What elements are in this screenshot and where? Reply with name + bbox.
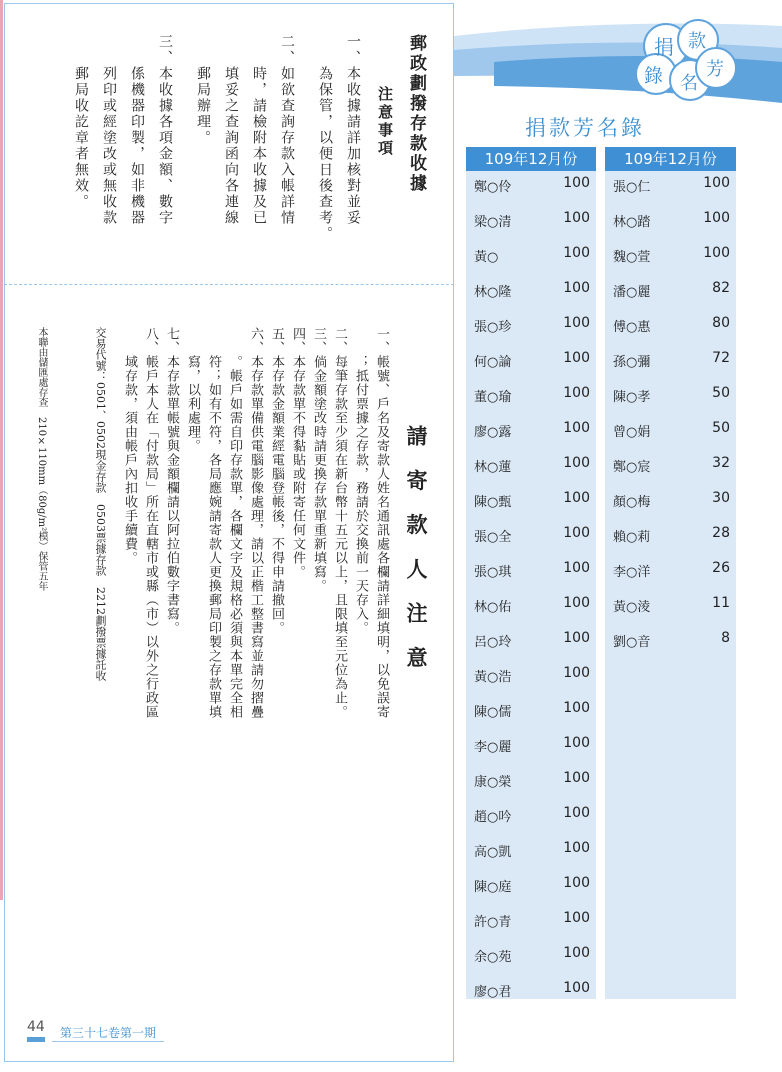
receipt-item-line: 郵局收訖章者無效。	[73, 34, 89, 210]
donor-name: 魏○萱	[613, 250, 651, 265]
donor-name: 張○琪	[474, 565, 512, 580]
donor-name: 康○榮	[474, 775, 512, 790]
donor-name: 陳○儒	[474, 705, 512, 720]
donor-amount: 100	[703, 245, 730, 261]
donor-name: 張○仁	[613, 180, 651, 195]
donor-row	[466, 487, 596, 511]
donor-name: 董○瑜	[474, 390, 512, 405]
donor-amount: 100	[563, 490, 590, 506]
depositor-item-line: 四、本存款單不得黏貼或附寄任何文件。	[290, 327, 305, 579]
donor-row	[466, 242, 596, 266]
banner-glyph: 錄	[644, 65, 664, 87]
depositor-item-line: 寫，以利處理。	[185, 327, 200, 453]
donor-amount: 72	[712, 350, 730, 366]
donor-row	[466, 592, 596, 616]
donor-name: 林○蓮	[474, 460, 512, 475]
donor-name: 黃○淩	[613, 600, 651, 615]
donor-row	[466, 802, 596, 826]
depositor-item-line: 三、倘金額塗改時請更換存款單重新填寫。	[311, 327, 326, 593]
receipt-item-line: 一、本收據請詳加核對並妥	[345, 34, 361, 226]
banner-glyph: 名	[680, 73, 698, 94]
donor-row	[605, 242, 736, 266]
donor-amount: 100	[563, 175, 590, 191]
receipt-subtitle: 注意事項	[376, 86, 394, 158]
donor-amount: 82	[712, 280, 730, 296]
donor-row	[605, 347, 736, 371]
donor-name: 張○全	[474, 530, 512, 545]
donor-row	[466, 347, 596, 371]
donor-amount: 100	[563, 420, 590, 436]
donor-amount: 100	[563, 700, 590, 716]
donor-name: 陳○庭	[474, 880, 512, 895]
banner-glyph: 芳	[706, 59, 724, 80]
donor-name: 黃○	[474, 250, 499, 265]
transaction-code-line: 交易代號：0501、0502現金存款 0503票據存款 2212劃撥票據託收	[94, 327, 107, 681]
donor-column-right	[605, 147, 736, 999]
donor-amount: 100	[563, 210, 590, 226]
donor-name: 林○隆	[474, 285, 512, 300]
donor-row	[466, 767, 596, 791]
donor-name: 許○青	[474, 915, 512, 930]
donor-amount: 100	[563, 805, 590, 821]
donor-amount: 100	[563, 315, 590, 331]
depositor-item-line: 八、帳戶本人在「付款局」所在直轄市或縣（市）以外之行政區	[143, 327, 158, 719]
receipt-item-line: 為保管，以便日後查考。	[317, 34, 333, 242]
column-header: 109年12月份	[466, 147, 596, 171]
donor-amount: 100	[563, 770, 590, 786]
donor-name: 賴○莉	[613, 530, 651, 545]
donor-amount: 100	[563, 875, 590, 891]
donor-row	[605, 452, 736, 476]
donor-amount: 50	[712, 385, 730, 401]
banner-glyph: 款	[688, 31, 706, 52]
depositor-item-line: 域存款，須由帳戶內扣收手續費。	[122, 327, 137, 565]
depositor-item-line: ；抵付票據之存款，務請於交換前一天存入。	[353, 327, 368, 635]
donor-row	[605, 382, 736, 406]
donor-row	[466, 662, 596, 686]
donor-amount: 100	[563, 595, 590, 611]
donor-row	[605, 312, 736, 336]
donor-amount: 100	[563, 525, 590, 541]
receipt-item-line: 時，請檢附本收據及已	[251, 34, 267, 226]
print-spec-line: 本聯由儲匯處存查 210×110mm（80g/m²模）保管五年	[36, 327, 47, 592]
depositor-item-line: 一、帳號、戶名及寄款人姓名通訊處各欄請詳細填明，以免誤寄	[374, 327, 389, 719]
donor-name: 鄭○伶	[474, 180, 512, 195]
donor-row	[605, 487, 736, 511]
donor-row	[466, 697, 596, 721]
donor-name: 梁○清	[474, 215, 512, 230]
donor-amount: 100	[563, 945, 590, 961]
donor-row	[466, 557, 596, 581]
donor-amount: 100	[563, 910, 590, 926]
donor-amount: 100	[563, 665, 590, 681]
donor-row	[466, 872, 596, 896]
donor-name: 林○踏	[613, 215, 651, 230]
donor-row	[466, 522, 596, 546]
donor-row	[466, 312, 596, 336]
donor-list-title: 捐款芳名錄	[525, 116, 645, 140]
donor-amount: 28	[712, 525, 730, 541]
donor-amount: 50	[712, 420, 730, 436]
donor-amount: 100	[703, 210, 730, 226]
donor-row	[466, 207, 596, 231]
donor-row	[466, 172, 596, 196]
receipt-item-line: 列印或經塗改或無收款	[101, 34, 117, 226]
donor-amount: 100	[563, 455, 590, 471]
donor-row	[605, 417, 736, 441]
donor-row	[605, 277, 736, 301]
depositor-item-line: 二、每筆存款至少須在新台幣十五元以上，且限填至元位為止。	[332, 327, 347, 719]
donor-name: 趙○吟	[474, 810, 512, 825]
donor-amount: 26	[712, 560, 730, 576]
donor-amount: 100	[563, 980, 590, 996]
donor-amount: 11	[712, 595, 730, 611]
donor-name: 李○麗	[474, 740, 512, 755]
donor-row	[466, 732, 596, 756]
receipt-item-line: 三、本收據各項金額、數字	[157, 34, 173, 226]
donor-amount: 100	[703, 175, 730, 191]
depositor-notice-box	[4, 285, 454, 1062]
banner-glyph: 捐	[654, 35, 674, 59]
donor-row	[605, 207, 736, 231]
donor-name: 傅○惠	[613, 320, 651, 335]
donor-row	[466, 837, 596, 861]
donor-name: 高○凱	[474, 845, 512, 860]
depositor-item-line: 七、本存款單帳號與金額欄請以阿拉伯數字書寫。	[164, 327, 179, 635]
donor-row	[466, 452, 596, 476]
donor-amount: 100	[563, 245, 590, 261]
donor-amount: 80	[712, 315, 730, 331]
donor-amount: 100	[563, 280, 590, 296]
receipt-title: 郵政劃撥存款收據	[406, 34, 426, 194]
donor-amount: 32	[712, 455, 730, 471]
depositor-item-line: 。帳戶如需自印存款單，各欄文字及規格必須與本單完全相	[227, 327, 242, 719]
donor-row	[605, 522, 736, 546]
donor-banner	[454, 18, 782, 103]
receipt-notice-box	[4, 3, 454, 285]
donor-name: 鄭○宸	[613, 460, 651, 475]
donor-column-left	[466, 147, 596, 999]
issue-label: 第三十七卷第一期	[60, 1026, 157, 1040]
donor-name: 顏○梅	[613, 495, 651, 510]
depositor-notice-title: 請 寄 款 人 注 意	[404, 425, 429, 676]
donor-name: 廖○君	[474, 985, 512, 1000]
page-number-bar	[27, 1037, 45, 1042]
donor-name: 余○苑	[474, 950, 512, 965]
donor-row	[466, 942, 596, 966]
receipt-item-line: 郵局辦理。	[195, 34, 211, 146]
donor-row	[466, 382, 596, 406]
donor-name: 林○佑	[474, 600, 512, 615]
receipt-item-line: 係機器印製，如非機器	[129, 34, 145, 226]
page-number: 44	[27, 1019, 45, 1035]
receipt-item-line: 二、如欲查詢存款入帳詳情	[279, 34, 295, 226]
donor-amount: 8	[721, 630, 730, 646]
donor-name: 劉○音	[613, 635, 651, 650]
donor-row	[466, 907, 596, 931]
donor-amount: 100	[563, 385, 590, 401]
donor-row	[605, 557, 736, 581]
donor-amount: 100	[563, 630, 590, 646]
depositor-item-line: 符；如有不符，各局應婉請寄款人更換郵局印製之存款單填	[206, 327, 221, 719]
donor-amount: 100	[563, 735, 590, 751]
donor-row	[605, 172, 736, 196]
donor-row	[466, 627, 596, 651]
column-header: 109年12月份	[605, 147, 736, 171]
donor-name: 黃○浩	[474, 670, 512, 685]
donor-name: 曾○娟	[613, 425, 651, 440]
receipt-item-line: 填妥之查詢函向各連線	[223, 34, 239, 226]
donor-amount: 100	[563, 350, 590, 366]
donor-row	[605, 627, 736, 651]
donor-name: 陳○孝	[613, 390, 651, 405]
depositor-item-line: 六、本存款單備供電腦影像處理，請以正楷工整書寫並請勿摺疊	[248, 327, 263, 719]
donor-row	[605, 592, 736, 616]
donor-row	[466, 977, 596, 1001]
donor-amount: 100	[563, 840, 590, 856]
depositor-item-line: 五、本存款金額業經電腦登帳後，不得申請撤回。	[269, 327, 284, 635]
donor-name: 陳○甄	[474, 495, 512, 510]
donor-name: 孫○彌	[613, 355, 651, 370]
donor-row	[466, 417, 596, 441]
donor-name: 李○洋	[613, 565, 651, 580]
donor-amount: 30	[712, 490, 730, 506]
donor-row	[466, 277, 596, 301]
margin-line	[0, 0, 3, 900]
donor-name: 何○論	[474, 355, 512, 370]
donor-amount: 100	[563, 560, 590, 576]
donor-name: 潘○麗	[613, 285, 651, 300]
donor-name: 廖○露	[474, 425, 512, 440]
footer-rule	[52, 1041, 164, 1042]
donor-name: 張○珍	[474, 320, 512, 335]
donor-name: 呂○玲	[474, 635, 512, 650]
